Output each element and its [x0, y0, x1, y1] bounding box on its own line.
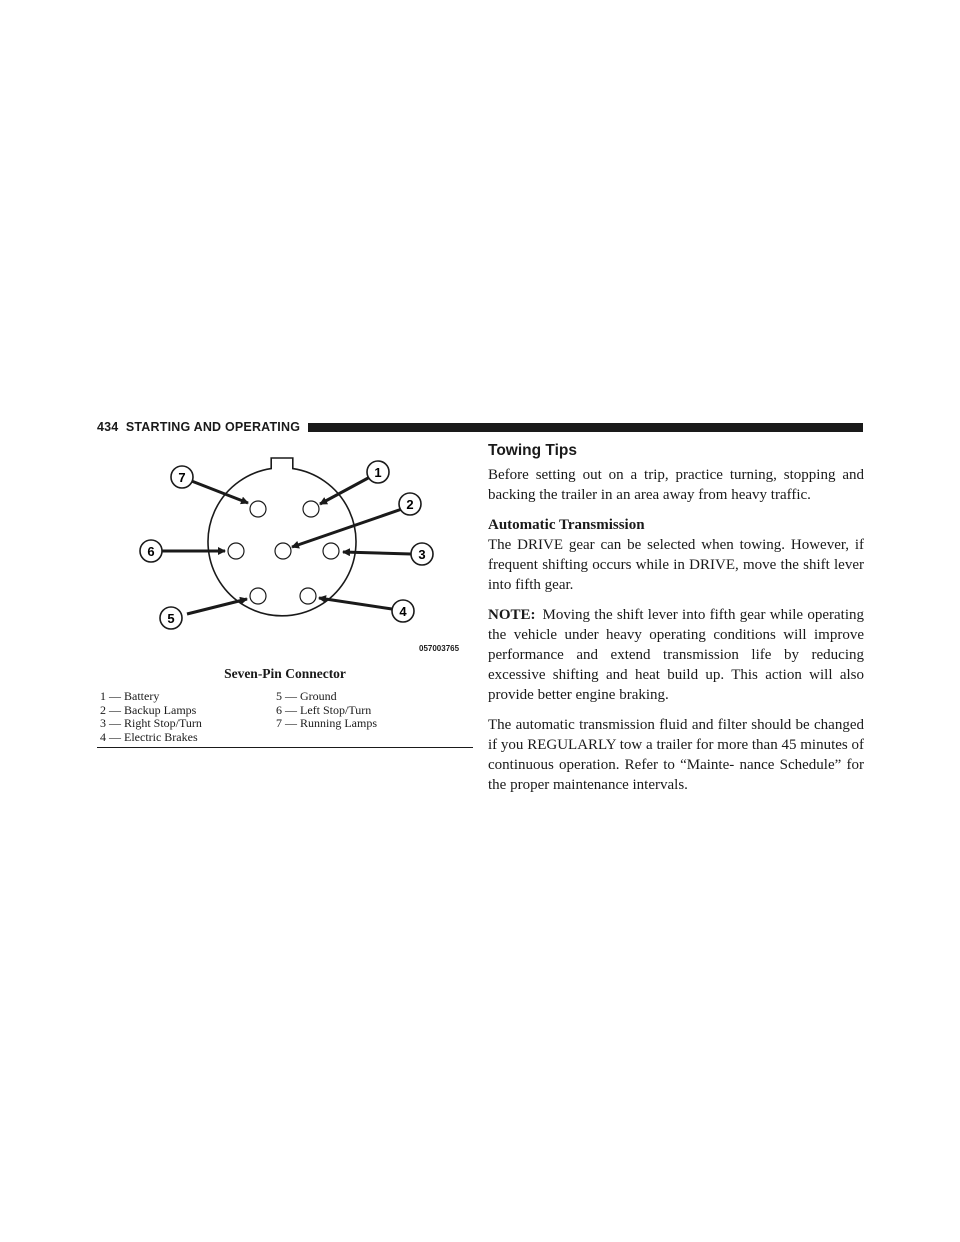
arrow-7 [189, 480, 248, 503]
figure-rule [97, 747, 473, 748]
header-rule [308, 423, 863, 432]
section-heading: Towing Tips [488, 442, 577, 459]
page-header-text [97, 420, 308, 434]
legend-item-5: 5 — Ground [276, 689, 337, 703]
text-column [488, 441, 864, 805]
callout-label-3: 3 [418, 547, 426, 562]
callout-label-2: 2 [406, 497, 414, 512]
legend-item-6: 6 — Left Stop/Turn [276, 702, 372, 717]
pin-hole-5 [250, 588, 266, 604]
legend-item-4: 4 — Electric Brakes [100, 729, 198, 744]
callout-label-5: 5 [167, 611, 175, 626]
page-header [97, 418, 863, 436]
note-text: Moving the shift lever into fifth gear while operating the vehicle under heavy operating conditions will improve performance and extend transmission life by reducing excessive shifting and heat build up. This action will also provide better engine braking. [488, 607, 864, 703]
subheading: Automatic Transmission [488, 517, 645, 533]
arrow-5 [187, 599, 247, 614]
drive-paragraph: The DRIVE gear can be selected when towing. However, if frequent shifting occurs while in DRIVE, move the shift lever into fifth gear. [488, 537, 864, 593]
callout-label-4: 4 [399, 604, 407, 619]
arrow-1 [320, 477, 370, 504]
legend-item-7: 7 — Running Lamps [276, 716, 377, 730]
intro-paragraph: Before setting out on a trip, practice turning, stopping and backing the trailer in an area away from heavy traffic. [488, 467, 864, 503]
callout-label-7: 7 [178, 470, 186, 485]
callout-label-1: 1 [374, 465, 382, 480]
connector-outline [208, 458, 356, 616]
legend-item-3: 3 — Right Stop/Turn [100, 716, 202, 730]
pin-hole-4 [300, 588, 316, 604]
arrow-3 [343, 552, 411, 554]
page-number: 434 [97, 420, 119, 434]
figure-code: 057003765 [419, 644, 460, 653]
pin-hole-2 [275, 543, 291, 559]
pin-hole-6 [228, 543, 244, 559]
section-title: STARTING AND OPERATING [125, 420, 301, 434]
legend-item-2: 2 — Backup Lamps [100, 702, 197, 717]
legend-item-1: 1 — Battery [100, 689, 160, 703]
callout-label-6: 6 [147, 544, 155, 559]
note-paragraph [488, 605, 864, 705]
pin-hole-3 [323, 543, 339, 559]
arrow-4 [319, 598, 392, 609]
pin-hole-7 [250, 501, 266, 517]
fluid-paragraph: The automatic transmission fluid and filter should be changed if you REGULARLY tow a trailer for more than 45 minutes of continuous operation. Refer to “Mainte- nance Schedule” for the proper maintenance intervals. [488, 717, 864, 793]
pin-hole-1 [303, 501, 319, 517]
seven-pin-connector-diagram [127, 448, 473, 663]
note-label: NOTE: [488, 607, 536, 623]
figure-caption: Seven-Pin Connector [224, 666, 346, 681]
